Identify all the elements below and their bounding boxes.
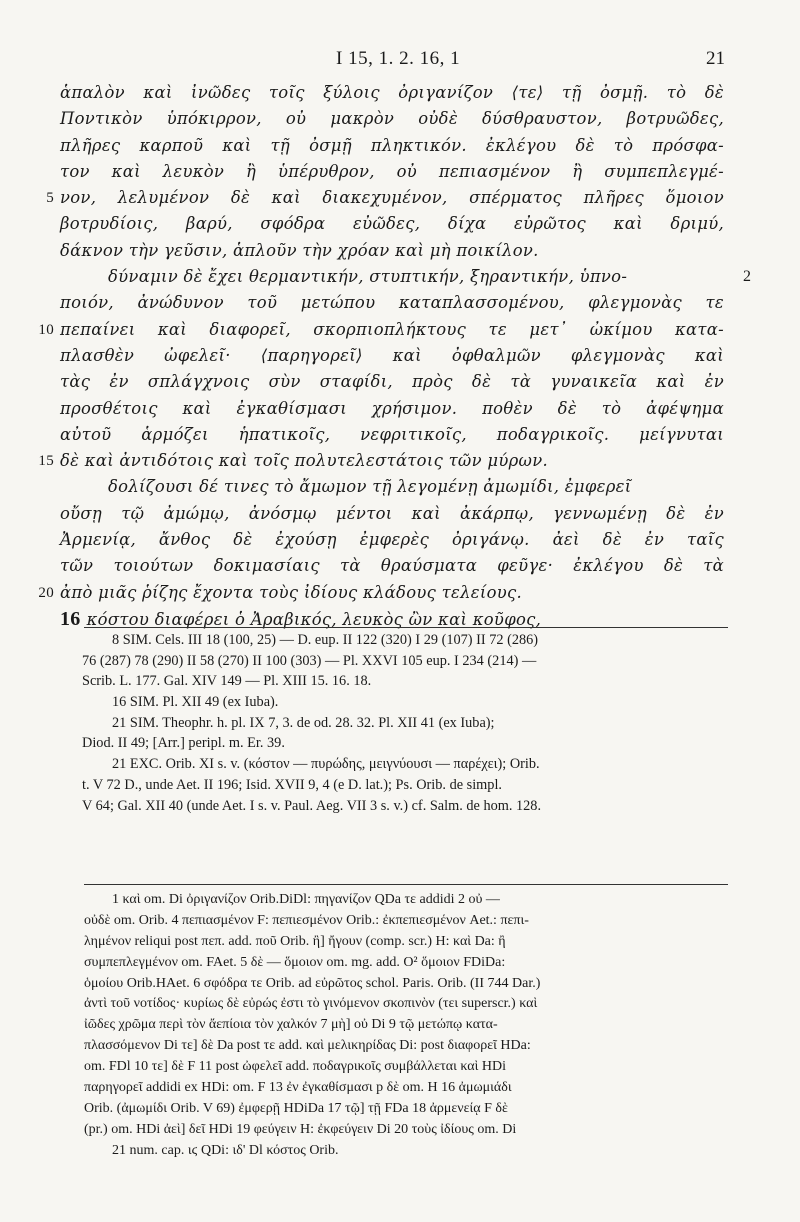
line-text: οὔσῃ τῷ ἀμώμῳ, ἀνόσμῳ μέντοι καὶ ἀκάρπῳ, γεννωμένῃ δὲ ἐν	[60, 503, 724, 523]
line-number: 15	[38, 453, 54, 470]
line-text: ἀπὸ μιᾶς ῥίζης ἔχοντα τοὺς ἰδίους κλάδους τελείους.	[60, 582, 523, 602]
apparatus-line: πλασσόμενον Di τε] δὲ Da post τε add. καὶ μελικηρίδας Di: post διαφορεῖ HDa:	[84, 1038, 531, 1054]
testimonia-line: V 64; Gal. XII 40 (unde Aet. I s. v. Paul. Aeg. VII 3 s. v.) cf. Salm. de hom. 128.	[82, 797, 542, 814]
line-text: πλῆρες καρποῦ καὶ τῇ ὀσμῇ πληκτικόν. ἐκλέγου δὲ τὸ πρόσφα-	[60, 135, 724, 155]
testimonia-line: 8 SIM. Cels. III 18 (100, 25) — D. eup. II 122 (320) I 29 (107) II 72 (286)	[112, 632, 539, 648]
text-line	[38, 317, 740, 343]
testimonia-line: 16 SIM. Pl. XII 49 (ex Iuba).	[112, 694, 279, 711]
apparatus-line: 1 καὶ om. Di ὀριγανίζον Orib.DiDl: πηγανίζον QDa τε addidi 2 οὐ —	[112, 892, 500, 907]
line-text: δολίζουσι δέ τινες τὸ ἄμωμον τῇ λεγομένῃ ἀμωμίδι, ἐμφερεῖ	[108, 477, 632, 497]
apparatus-line: 21 num. cap. ιϛ QDi: ιδ' Dl κόστος Orib.	[112, 1142, 339, 1158]
apparatus-line: Orib. (ἀμωμίδι Orib. V 69) ἐμφερῇ HDiDa 17 τῷ] τῇ FDa 18 ἀρμενείᾳ F δὲ	[84, 1100, 508, 1116]
apparatus-line: ὁμοίου Orib.HAet. 6 σφόδρα τε Orib. ad εὐρῶτος schol. Paris. Orib. (II 744 Dar.)	[84, 975, 541, 991]
text-line	[60, 422, 740, 448]
critical-apparatus	[84, 890, 728, 1162]
testimonia-line: 21 SIM. Theophr. h. pl. IX 7, 3. de od. 28. 32. Pl. XII 41 (ex Iuba);	[112, 714, 495, 731]
line-text: δύναμιν δὲ ἔχει θερμαντικήν, στυπτικήν, ξηραντικήν, ὑπνο-	[108, 267, 628, 287]
apparatus-line: οὐδὲ om. Orib. 4 πεπιασμένον F: πεπιεσμένον Orib.: ἐκπεπιεσμένον Aet.: πεπι-	[84, 912, 529, 928]
text-line	[60, 527, 740, 553]
apparatus-line: (pr.) om. HDi ἀεὶ] δεῖ HDi 19 φεύγειν H: ἐκφεύγειν Di 20 τοὺς ἰδίους om. Di	[84, 1121, 517, 1137]
line-text: νον, λελυμένον δὲ καὶ διακεχυμένον, σπέρματος πλῆρες ὅμοιον	[60, 188, 724, 208]
line-text: αὐτοῦ ἁρμόζει ἡπατικοῖς, νεφριτικοῖς, ποδαγρικοῖς. μείγνυται	[60, 424, 724, 444]
text-line	[38, 580, 740, 606]
line-text: Ποντικὸν ὑπόκιρρον, οὐ μακρὸν οὐδὲ δύσθραυστον, βοτρυῶδες,	[60, 109, 724, 129]
chapter-number: 16	[60, 607, 81, 630]
line-text: Ἀρμενίᾳ, ἄνθος δὲ ἐχούσῃ ἐμφερὲς ὀριγάνῳ. ἀεὶ δὲ ἐν ταῖς	[60, 530, 724, 550]
marginal-number: 2	[743, 268, 752, 286]
line-text: ἁπαλὸν καὶ ἰνῶδες τοῖς ξύλοις ὀριγανίζον ⟨τε⟩ τῇ ὀσμῇ. τὸ δὲ	[60, 83, 724, 102]
text-line	[60, 474, 740, 500]
text-line	[60, 501, 740, 527]
text-line	[60, 159, 740, 185]
main-text	[38, 80, 752, 632]
text-line	[60, 606, 740, 632]
testimonia-line: Scrib. L. 177. Gal. XIV 149 — Pl. XIII 15. 16. 18.	[82, 673, 372, 690]
apparatus-line: συμπεπλεγμένον om. FAet. 5 δὲ — ὅμοιον om. mg. add. O² ὅμοιον FDiDa:	[84, 954, 506, 970]
apparatus-line: ἀντὶ τοῦ νοτίδος· κυρίως δὲ εὐρώς ἐστι τὸ γινόμενον σκοπινὸν (τει superscr.) καὶ	[84, 996, 538, 1012]
line-text: δὲ καὶ ἀντιδότοις καὶ τοῖς πολυτελεστάτοις τῶν μύρων.	[60, 451, 548, 471]
apparatus-line: λημένον reliqui post πεπ. add. ποῦ Orib. ἢ] ἤγουν (comp. scr.) H: καὶ Da: ἢ	[84, 933, 506, 949]
testimonia-line: 21 EXC. Orib. XI s. v. (κόστον — πυρώδης, μειγνύουσι — παρέχει); Orib.	[112, 756, 540, 773]
text-line	[60, 290, 740, 316]
text-line	[60, 106, 740, 132]
text-line	[60, 238, 740, 264]
testimonia-apparatus	[82, 630, 728, 816]
apparatus-line: om. FDl 10 τε] δὲ F 11 post ὠφελεῖ add. ποδαγρικοῖς συμβάλλεται καὶ HDi	[84, 1059, 507, 1075]
line-text: πεπαίνει καὶ διαφορεῖ, σκορπιοπλήκτους τε μετ᾽ ὠκίμου κατα-	[60, 319, 724, 339]
running-header	[0, 44, 800, 74]
apparatus-line: παρηγορεῖ addidi ex HDi: om. F 13 ἐν ἐγκαθίσμασι p δὲ om. H 16 ἀμωμιάδι	[84, 1080, 512, 1096]
line-number: 10	[38, 321, 54, 338]
chapter-text: κόστου διαφέρει ὁ Ἀραβικός, λευκὸς ὢν καὶ κοῦφος,	[86, 609, 542, 629]
text-line	[60, 211, 740, 237]
text-line	[60, 264, 752, 290]
divider-rule	[84, 627, 728, 628]
text-line	[46, 185, 740, 211]
line-text: βοτρυδίοις, βαρύ, σφόδρα εὐῶδες, δίχα εὐρῶτος καὶ δριμύ,	[60, 214, 724, 234]
line-text: τον καὶ λευκὸν ἢ ὑπέρυθρον, οὐ πεπιασμένον ἢ συμπεπλεγμέ-	[60, 161, 724, 181]
line-number: 5	[46, 190, 54, 207]
text-line	[60, 343, 740, 369]
line-number: 20	[38, 584, 54, 601]
line-text: δάκνον τὴν γεῦσιν, ἁπλοῦν τὴν χρόαν καὶ μὴ ποικίλον.	[60, 240, 539, 260]
apparatus-line: ἰῶδες χρῶμα περὶ τὸν ἄεπίοια τὸν χαλκόν 7 μὴ] οὐ Di 9 τῷ μετώπῳ κατα-	[84, 1017, 498, 1033]
text-line	[60, 396, 740, 422]
divider-rule	[84, 884, 728, 885]
text-line	[60, 369, 740, 395]
line-text: τὰς ἐν σπλάγχνοις σὺν σταφίδι, πρὸς δὲ τὰ γυναικεῖα καὶ ἐν	[60, 372, 724, 392]
testimonia-line: 76 (287) 78 (290) II 58 (270) II 100 (303) — Pl. XXVI 105 eup. I 234 (214) —	[82, 652, 537, 669]
text-line	[38, 448, 740, 474]
line-text: ποιόν, ἀνώδυνον τοῦ μετώπου καταπλασσομένου, φλεγμονὰς τε	[60, 293, 724, 313]
text-line	[60, 80, 740, 106]
line-text: πλασθὲν ὠφελεῖ· ⟨παρηγορεῖ⟩ καὶ ὀφθαλμῶν φλεγμονὰς καὶ	[60, 345, 724, 365]
text-line	[60, 133, 740, 159]
text-line	[60, 553, 740, 579]
page-number: 21	[706, 48, 725, 69]
testimonia-line: Diod. II 49; [Arr.] peripl. m. Er. 39.	[82, 735, 285, 752]
testimonia-line: t. V 72 D., unde Aet. II 196; Isid. XVII 9, 4 (e D. lat.); Ps. Orib. de simpl.	[82, 776, 502, 793]
section-reference: I 15, 1. 2. 16, 1	[336, 48, 461, 69]
line-text: προσθέτοις καὶ ἐγκαθίσμασι χρήσιμον. ποθὲν δὲ τὸ ἀφέψημα	[60, 398, 724, 418]
line-text: τῶν τοιούτων δοκιμασίαις τὰ θραύσματα φεῦγε· ἐκλέγου δὲ τὰ	[60, 556, 724, 576]
